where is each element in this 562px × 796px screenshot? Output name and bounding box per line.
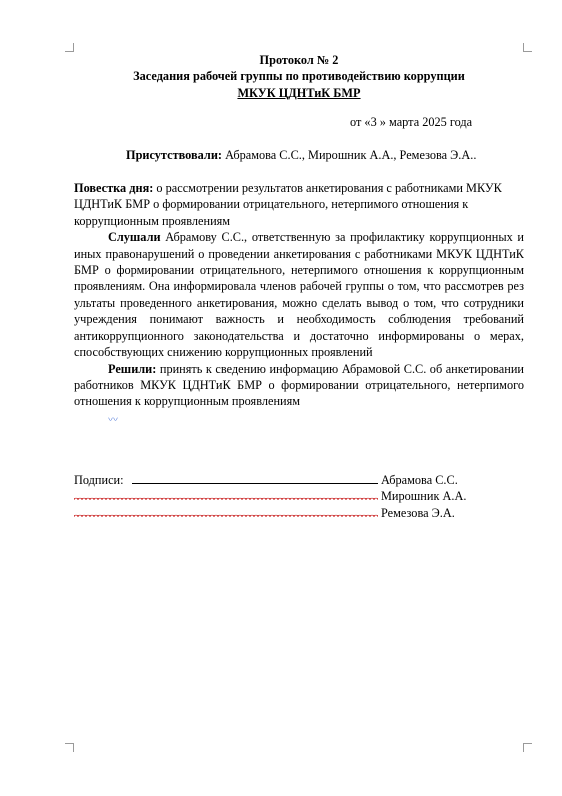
signature-row xyxy=(74,505,524,521)
signature-line xyxy=(74,506,378,517)
present-names: Абрамова С.С., Мирошник А.А., Ремезова Э.А.. xyxy=(225,147,477,162)
protocol-title: Протокол № 2 xyxy=(259,53,339,67)
signature-line xyxy=(132,472,378,484)
heard-text: Абрамову С.С., ответственную за профилактику коррупционных и иных правонарушений о проведении анкетирования с работниками МКУК ЦДНТиК БМР о формировании отрицательного, нетерпимого отношения к коррупционным проявлениям. Она информировала членов рабочей группы о том, что рассмотрев рез ультаты проведенного анкетирования, можно сделать вывод о том, что сотрудники учреждения понимают важность и необходимость соблюдения требований антикоррупционного законодательства и достаточно информированы о мерах, способствующих снижению коррупционных проявлений xyxy=(74,230,524,360)
decided-paragraph xyxy=(74,361,524,410)
heard-label: Слушали xyxy=(108,230,161,245)
decided-text: принять к сведению информацию Абрамовой С.С. об анкетировании работников МКУК ЦДНТиК БМР о формировании отрицательного, нетерпимого отношения к коррупционным проявлениям xyxy=(74,361,524,409)
protocol-date: от «3 » марта 2025 года xyxy=(350,115,473,130)
decided-label: Решили: xyxy=(108,361,157,376)
organization-name: МКУК ЦДНТиК БМР xyxy=(237,85,361,100)
heard-paragraph xyxy=(74,229,524,360)
present-line xyxy=(74,147,524,163)
present-label: Присутствовали: xyxy=(126,147,222,162)
crop-mark-bottom-left xyxy=(65,743,74,752)
agenda-paragraph xyxy=(74,180,524,229)
agenda-text: о рассмотрении результатов анкетирования с работниками МКУК ЦДНТиК БМР о формировании отрицательного, нетерпимого отношения к коррупционным проявлениям xyxy=(74,181,502,228)
signature-name: Абрамова С.С. xyxy=(381,472,458,487)
signatures-block xyxy=(74,472,524,521)
signature-name: Мирошник А.А. xyxy=(381,489,467,504)
crop-mark-top-right xyxy=(523,43,532,52)
signature-name: Ремезова Э.А. xyxy=(381,505,455,520)
signatures-label: Подписи: xyxy=(74,472,124,487)
signature-row xyxy=(74,488,524,504)
format-mark-icon: 〰 xyxy=(108,414,118,426)
protocol-subtitle: Заседания рабочей группы по противодействию коррупции xyxy=(133,69,465,84)
signature-row xyxy=(74,472,524,488)
crop-mark-top-left xyxy=(65,43,74,52)
document-body[interactable] xyxy=(74,52,524,521)
crop-mark-bottom-right xyxy=(523,743,532,752)
agenda-label: Повестка дня: xyxy=(74,181,154,196)
signature-line xyxy=(74,489,378,500)
